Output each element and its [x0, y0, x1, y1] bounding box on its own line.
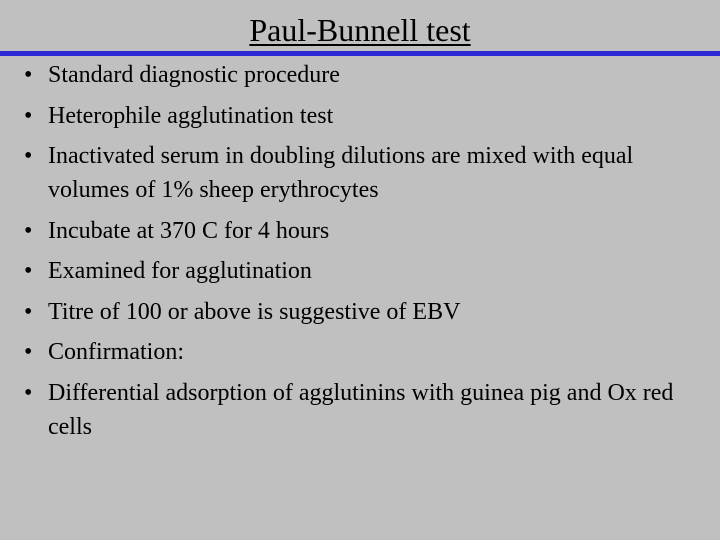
- bullet-text: Confirmation:: [48, 339, 184, 365]
- bullet-icon: •: [24, 102, 33, 129]
- bullet-item: [24, 139, 704, 207]
- bullet-item: [24, 376, 704, 444]
- bullet-list: [24, 58, 704, 444]
- bullet-icon: •: [24, 258, 33, 284]
- bullet-item: [24, 58, 704, 92]
- bullet-text: Differential adsorption of agglutinins with guinea pig and Ox red cells: [48, 379, 674, 440]
- bullet-text: Heterophile agglutination test: [48, 102, 334, 129]
- bullet-icon: •: [24, 298, 33, 325]
- bullet-item: [24, 295, 704, 329]
- bullet-text: Examined for agglutination: [48, 258, 312, 284]
- slide-title: Paul-Bunnell test: [249, 12, 471, 48]
- bullet-text: Titre of 100 or above is suggestive of EBV: [48, 298, 461, 325]
- bullet-icon: •: [24, 62, 33, 88]
- bullet-text: Inactivated serum in doubling dilutions are mixed with equal volumes of 1% sheep erythrocytes: [48, 143, 634, 203]
- bullet-text: Incubate at 370 C for 4 hours: [48, 217, 330, 244]
- title-divider: [0, 51, 720, 56]
- bullet-item: [24, 254, 704, 288]
- bullet-item: [24, 99, 704, 133]
- bullet-icon: •: [24, 339, 33, 365]
- bullet-icon: •: [24, 217, 33, 244]
- bullet-icon: •: [24, 143, 33, 169]
- bullet-item: [24, 214, 704, 248]
- bullet-item: [24, 335, 704, 369]
- bullet-icon: •: [24, 379, 33, 406]
- bullet-text: Standard diagnostic procedure: [48, 62, 340, 88]
